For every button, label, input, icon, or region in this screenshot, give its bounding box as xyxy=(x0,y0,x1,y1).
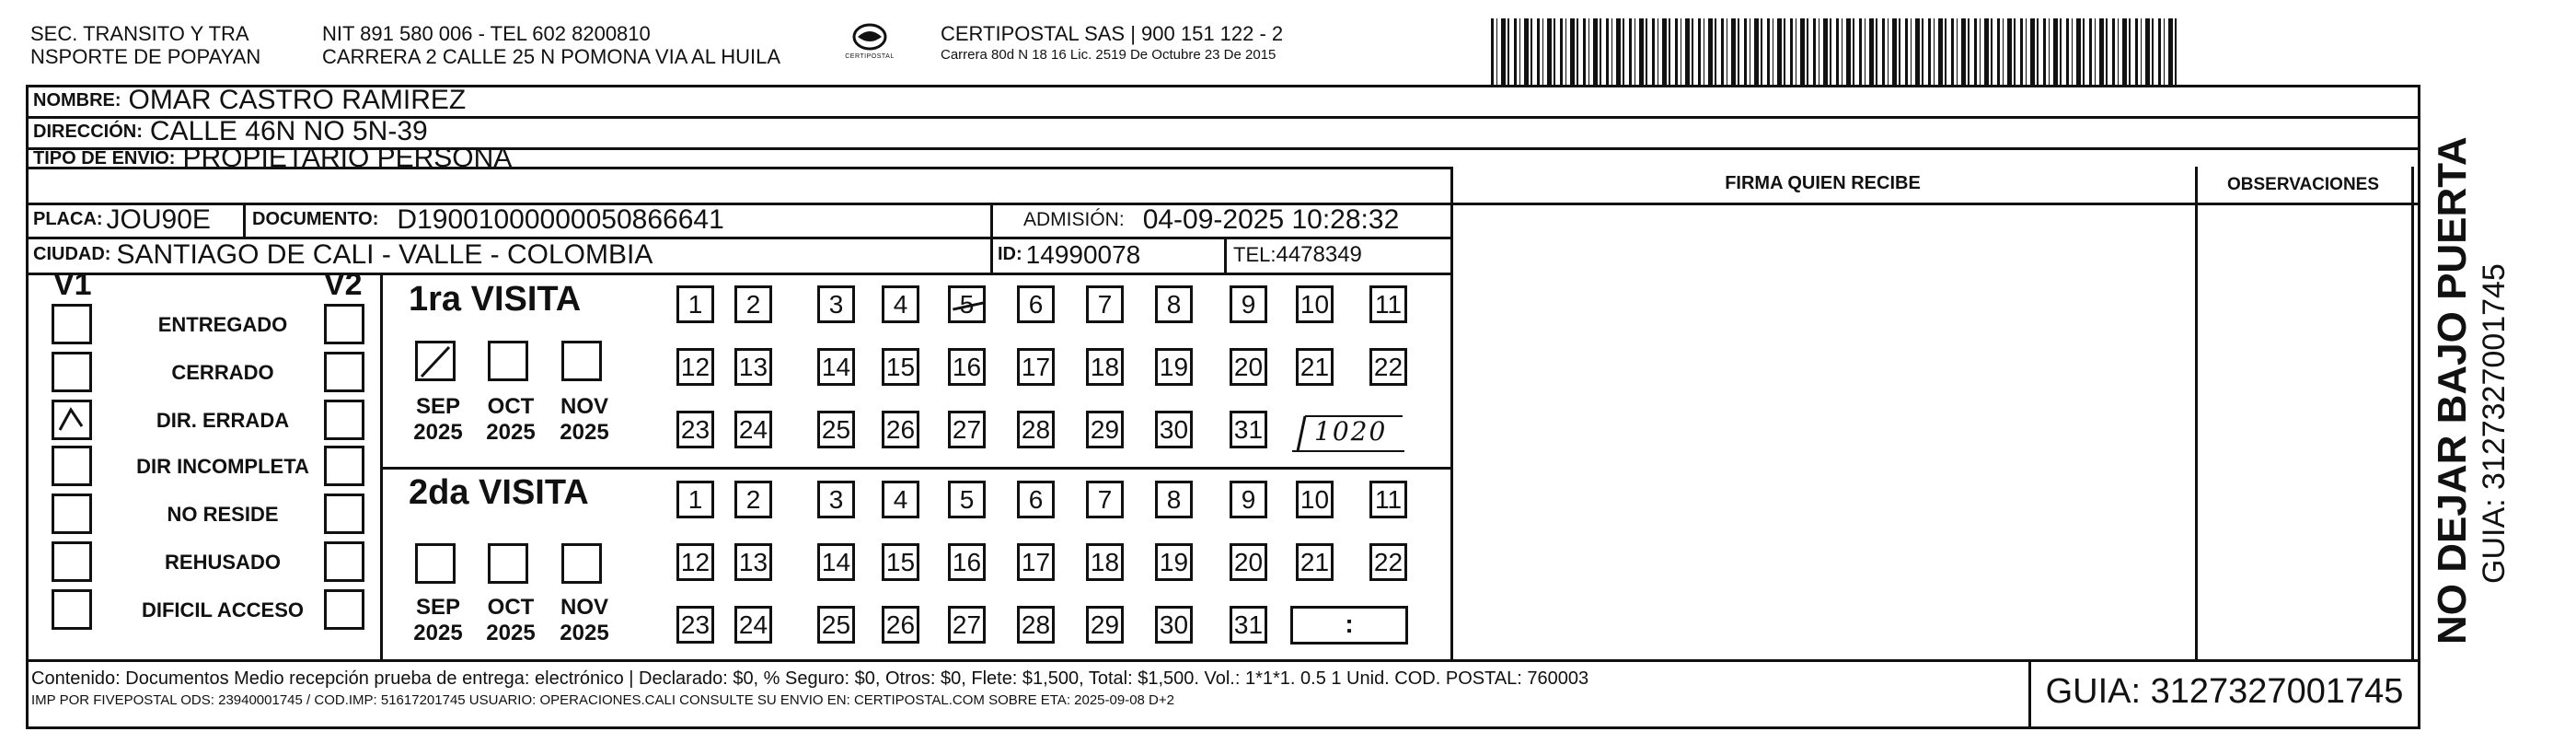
day-box[interactable] xyxy=(882,285,919,323)
day-box[interactable] xyxy=(1017,543,1055,581)
day-box[interactable] xyxy=(734,606,772,644)
day-box[interactable] xyxy=(817,606,855,644)
day-box[interactable] xyxy=(734,543,772,581)
status-label: DIR. ERRADA xyxy=(156,409,290,432)
placa-label: PLACA: xyxy=(33,209,103,229)
day-number: 6 xyxy=(1028,289,1044,319)
day-number: 14 xyxy=(821,547,851,576)
day-box[interactable] xyxy=(734,411,772,448)
day-number: 20 xyxy=(1233,352,1264,381)
day-box[interactable] xyxy=(882,348,919,386)
sender-line-1: SEC. TRANSITO Y TRA xyxy=(30,22,249,45)
day-box[interactable] xyxy=(676,606,714,644)
day-box[interactable] xyxy=(1155,606,1193,644)
second-visit-time-box[interactable] xyxy=(1290,606,1408,645)
day-number: 2 xyxy=(745,289,761,319)
month-name: NOV xyxy=(560,595,608,620)
logo-text: CERTIPOSTAL xyxy=(845,53,895,60)
day-number: 28 xyxy=(1021,610,1051,639)
month-label xyxy=(479,595,543,646)
day-box[interactable] xyxy=(1086,606,1124,644)
month-checkbox[interactable] xyxy=(561,341,602,381)
day-number: 20 xyxy=(1233,547,1264,576)
v1-checkbox[interactable] xyxy=(52,400,92,440)
ciudad-value: SANTIAGO DE CALI - VALLE - COLOMBIA xyxy=(116,238,653,270)
day-box[interactable] xyxy=(1017,606,1055,644)
day-number: 31 xyxy=(1233,414,1264,444)
documento-value: D19001000000050866641 xyxy=(397,203,724,235)
day-box[interactable] xyxy=(1155,348,1193,386)
day-number: 4 xyxy=(893,484,908,514)
day-box[interactable] xyxy=(1155,411,1193,448)
id-label: ID: xyxy=(998,244,1022,264)
day-number: 29 xyxy=(1090,414,1120,444)
day-box[interactable] xyxy=(882,411,919,448)
day-box[interactable] xyxy=(1230,348,1267,386)
tipo-envio-value: PROPIETARIO PERSONA xyxy=(182,143,513,173)
day-number: 31 xyxy=(1233,610,1264,639)
day-number: 12 xyxy=(680,352,710,381)
admision-label: ADMISIÓN: xyxy=(1023,208,1125,230)
day-number: 9 xyxy=(1241,484,1256,514)
month-name: OCT xyxy=(487,394,535,419)
month-label xyxy=(552,394,617,446)
day-number: 14 xyxy=(821,352,851,381)
day-box[interactable] xyxy=(1086,348,1124,386)
day-number: 25 xyxy=(821,414,851,444)
day-number: 23 xyxy=(680,610,710,639)
day-number: 5 xyxy=(959,289,975,319)
day-number: 2 xyxy=(745,484,761,514)
day-box[interactable] xyxy=(1086,543,1124,581)
day-box[interactable] xyxy=(1017,481,1055,518)
status-label: DIFICIL ACCESO xyxy=(141,598,304,621)
id-cell xyxy=(998,237,1140,273)
month-checkbox[interactable] xyxy=(415,341,456,381)
day-number: 18 xyxy=(1090,547,1120,576)
day-number: 16 xyxy=(952,547,982,576)
tel-label: TEL: xyxy=(1233,242,1276,266)
month-label xyxy=(552,595,617,646)
day-box[interactable] xyxy=(1296,543,1334,581)
id-value: 14990078 xyxy=(1025,239,1141,269)
v2-checkbox[interactable] xyxy=(324,541,364,582)
direccion-label: DIRECCIÓN: xyxy=(33,121,143,142)
documento-label: DOCUMENTO: xyxy=(252,209,379,229)
contenido-text: Contenido: Documentos Medio recepción prueba de entrega: electrónico | Declarado: $0, % Seguro: $0, Otros: $0, Flete: $1,500, Total: $1,500. Vol.: 1*1*1. 0.5 1 Unid. COD. POSTAL: 760003 xyxy=(31,668,1589,689)
day-number: 30 xyxy=(1159,414,1189,444)
nombre-row xyxy=(33,85,466,116)
direccion-value: CALLE 46N NO 5N-39 xyxy=(149,116,428,146)
side-guia: GUIA: 3127327001745 xyxy=(2477,263,2512,584)
month-year: 2025 xyxy=(560,420,609,445)
day-box[interactable] xyxy=(817,411,855,448)
day-box[interactable] xyxy=(948,348,986,386)
day-box[interactable] xyxy=(1369,285,1407,323)
day-number: 4 xyxy=(893,289,908,319)
day-box[interactable] xyxy=(948,606,986,644)
first-visit-title: 1ra VISITA xyxy=(409,280,582,319)
day-number: 7 xyxy=(1097,289,1113,319)
day-number: 24 xyxy=(738,414,768,444)
v2-checkbox[interactable] xyxy=(324,494,364,534)
day-box[interactable] xyxy=(948,543,986,581)
day-box[interactable] xyxy=(817,543,855,581)
tipo-envio-row xyxy=(33,143,513,173)
day-number: 8 xyxy=(1166,289,1182,319)
certipostal-logo xyxy=(837,20,902,66)
day-number: 10 xyxy=(1300,484,1330,514)
day-number: 3 xyxy=(828,484,844,514)
day-number: 1 xyxy=(687,484,703,514)
second-visit-title: 2da VISITA xyxy=(409,473,589,512)
nit-text: NIT 891 580 006 - TEL 602 8200810 xyxy=(322,22,651,45)
first-visit-time-handwritten: 1020 xyxy=(1314,416,1388,447)
day-box[interactable] xyxy=(1155,543,1193,581)
footer-guia: GUIA: 3127327001745 xyxy=(2045,672,2404,711)
slash-mark-icon xyxy=(418,343,453,378)
sender-name xyxy=(30,22,260,68)
v1-checkbox[interactable] xyxy=(52,352,92,392)
day-number: 27 xyxy=(952,610,982,639)
day-box[interactable] xyxy=(1017,348,1055,386)
courier-info xyxy=(941,22,1283,65)
day-box[interactable] xyxy=(1086,285,1124,323)
day-number: 21 xyxy=(1300,547,1330,576)
month-name: OCT xyxy=(487,595,535,620)
day-box[interactable] xyxy=(734,481,772,518)
status-label: ENTREGADO xyxy=(157,313,288,336)
day-number: 15 xyxy=(885,352,916,381)
day-box[interactable] xyxy=(1155,285,1193,323)
day-number: 17 xyxy=(1021,352,1051,381)
day-number: 30 xyxy=(1159,610,1189,639)
status-label: CERRADO xyxy=(171,361,274,384)
day-number: 6 xyxy=(1028,484,1044,514)
day-box[interactable] xyxy=(1086,481,1124,518)
imp-text: IMP POR FIVEPOSTAL ODS: 23940001745 / COD.IMP: 51617201745 USUARIO: OPERACIONES.CALI CONSULTE SU ENVIO EN: CERTIPOSTAL.COM SOBRE ETA: 2025-09-08 D+2 xyxy=(31,692,1174,708)
day-box[interactable] xyxy=(676,481,714,518)
day-box[interactable] xyxy=(948,481,986,518)
v1-checkbox[interactable] xyxy=(52,494,92,534)
day-box[interactable] xyxy=(734,285,772,323)
month-year: 2025 xyxy=(486,621,536,645)
month-year: 2025 xyxy=(560,621,609,645)
day-box[interactable] xyxy=(1369,348,1407,386)
v2-checkbox[interactable] xyxy=(324,352,364,392)
courier-license: Carrera 80d N 18 16 Lic. 2519 De Octubre 23 De 2015 xyxy=(941,47,1276,63)
month-checkbox[interactable] xyxy=(561,543,602,584)
day-box[interactable] xyxy=(676,543,714,581)
month-name: NOV xyxy=(560,394,608,419)
day-number: 3 xyxy=(828,289,844,319)
side-notice-block xyxy=(2430,129,2512,645)
v2-checkbox[interactable] xyxy=(324,400,364,440)
day-box[interactable] xyxy=(1296,481,1334,518)
day-box[interactable] xyxy=(1230,411,1267,448)
firma-label: FIRMA QUIEN RECIBE xyxy=(1725,173,1921,193)
v1-checkbox[interactable] xyxy=(52,304,92,344)
day-number: 12 xyxy=(680,547,710,576)
day-number: 1 xyxy=(687,289,703,319)
day-box[interactable] xyxy=(676,411,714,448)
documento-cell xyxy=(252,203,724,237)
day-number: 26 xyxy=(885,414,916,444)
v2-checkbox[interactable] xyxy=(324,304,364,344)
day-number: 24 xyxy=(738,610,768,639)
placa-value: JOU90E xyxy=(106,203,211,235)
day-box[interactable] xyxy=(882,543,919,581)
v2-checkbox[interactable] xyxy=(324,446,364,486)
day-number: 18 xyxy=(1090,352,1120,381)
observaciones-label: OBSERVACIONES xyxy=(2226,175,2380,194)
time-colon: : xyxy=(1345,610,1354,638)
day-number: 7 xyxy=(1097,484,1113,514)
month-name: SEP xyxy=(415,595,461,620)
day-number: 26 xyxy=(885,610,916,639)
v2-header: V2 xyxy=(324,267,363,302)
sender-line-2: NSPORTE DE POPAYAN xyxy=(30,45,261,68)
day-number: 29 xyxy=(1090,610,1120,639)
day-box[interactable] xyxy=(1230,543,1267,581)
day-number: 9 xyxy=(1241,289,1256,319)
month-year: 2025 xyxy=(413,420,463,445)
day-box[interactable] xyxy=(1230,606,1267,644)
v1-checkbox[interactable] xyxy=(52,589,92,630)
check-mark-icon xyxy=(54,402,89,437)
day-box[interactable] xyxy=(1155,481,1193,518)
month-checkbox[interactable] xyxy=(488,543,528,584)
status-label: DIR INCOMPLETA xyxy=(136,455,309,478)
day-box[interactable] xyxy=(882,481,919,518)
day-number: 23 xyxy=(680,414,710,444)
day-number: 19 xyxy=(1159,547,1189,576)
day-box[interactable] xyxy=(1017,285,1055,323)
day-number: 8 xyxy=(1166,484,1182,514)
day-box[interactable] xyxy=(817,285,855,323)
placa-cell xyxy=(33,203,211,237)
day-number: 21 xyxy=(1300,352,1330,381)
day-number: 13 xyxy=(738,547,768,576)
day-number: 10 xyxy=(1300,289,1330,319)
day-box[interactable] xyxy=(1369,543,1407,581)
month-label xyxy=(406,595,470,646)
status-label: NO RESIDE xyxy=(167,503,279,526)
month-name: SEP xyxy=(415,394,461,419)
tel-cell xyxy=(1233,237,1362,273)
day-box[interactable] xyxy=(817,481,855,518)
month-checkbox[interactable] xyxy=(488,341,528,381)
day-box[interactable] xyxy=(1230,481,1267,518)
day-number: 5 xyxy=(959,484,975,514)
admision-value: 04-09-2025 10:28:32 xyxy=(1142,203,1400,235)
day-number: 11 xyxy=(1374,289,1403,319)
day-number: 17 xyxy=(1021,547,1051,576)
day-box[interactable] xyxy=(1017,411,1055,448)
day-box[interactable] xyxy=(734,348,772,386)
day-box[interactable] xyxy=(1086,411,1124,448)
month-label xyxy=(406,394,470,446)
barcode xyxy=(1491,18,2181,85)
v1-checkbox[interactable] xyxy=(52,446,92,486)
day-box[interactable] xyxy=(882,606,919,644)
day-number: 22 xyxy=(1373,547,1404,576)
day-number: 11 xyxy=(1374,484,1403,514)
no-dejar-notice: NO DEJAR BAJO PUERTA xyxy=(2430,136,2475,645)
day-number: 19 xyxy=(1159,352,1189,381)
tipo-envio-label: TIPO DE ENVIO: xyxy=(33,147,176,168)
day-box[interactable] xyxy=(676,285,714,323)
courier-company: CERTIPOSTAL SAS | 900 151 122 - 2 xyxy=(941,22,1284,45)
month-year: 2025 xyxy=(486,420,536,445)
month-checkbox[interactable] xyxy=(415,543,456,584)
day-box[interactable] xyxy=(676,348,714,386)
nombre-label: NOMBRE: xyxy=(33,89,121,110)
day-box[interactable] xyxy=(1369,481,1407,518)
v1-checkbox[interactable] xyxy=(52,541,92,582)
nombre-value: OMAR CASTRO RAMIREZ xyxy=(128,85,467,115)
day-number: 13 xyxy=(738,352,768,381)
day-box[interactable] xyxy=(817,348,855,386)
day-box[interactable] xyxy=(948,411,986,448)
day-number: 27 xyxy=(952,414,982,444)
day-number: 22 xyxy=(1373,352,1404,381)
v2-checkbox[interactable] xyxy=(324,589,364,630)
day-number: 25 xyxy=(821,610,851,639)
admision-cell xyxy=(1023,203,1399,237)
sender-address: CARRERA 2 CALLE 25 N POMONA VIA AL HUILA xyxy=(322,45,781,68)
status-label: REHUSADO xyxy=(165,551,281,574)
month-label xyxy=(479,394,543,446)
day-box[interactable] xyxy=(948,285,986,323)
month-year: 2025 xyxy=(413,621,463,645)
sender-contact xyxy=(322,22,780,68)
day-number: 16 xyxy=(952,352,982,381)
day-box[interactable] xyxy=(1230,285,1267,323)
v1-header: V1 xyxy=(53,267,92,302)
day-number: 28 xyxy=(1021,414,1051,444)
first-visit-time-box[interactable] xyxy=(1287,411,1406,452)
ciudad-label: CIUDAD: xyxy=(33,244,111,264)
day-number: 15 xyxy=(885,547,916,576)
tel-value: 4478349 xyxy=(1276,241,1362,267)
day-box[interactable] xyxy=(1296,348,1334,386)
day-box[interactable] xyxy=(1296,285,1334,323)
